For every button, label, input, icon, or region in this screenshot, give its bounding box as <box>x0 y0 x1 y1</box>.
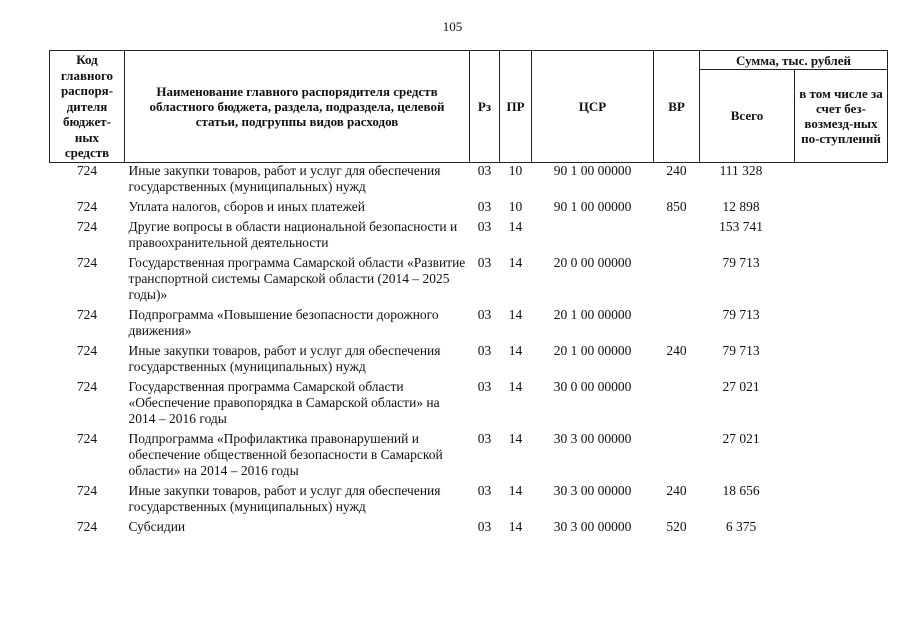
cell-code: 724 <box>76 198 98 214</box>
header-rz: Рз <box>470 51 500 163</box>
cell-pr: 14 <box>508 254 523 270</box>
cell-total: 153 741 <box>719 218 763 234</box>
cell-vr: 520 <box>666 518 687 534</box>
cell-csr: 20 1 00 00000 <box>553 306 632 322</box>
cell-csr: 30 3 00 00000 <box>553 430 632 446</box>
cell-rz: 03 <box>477 162 492 178</box>
cell-rz: 03 <box>477 378 492 394</box>
cell-name: Государственная программа Самарской области «Развитие транспортной системы Самарской области (2014 – 2025 годы)» <box>128 254 466 302</box>
cell-total: 12 898 <box>722 198 760 214</box>
budget-table <box>49 50 888 535</box>
cell-csr: 20 1 00 00000 <box>553 342 632 358</box>
cell-total: 18 656 <box>722 482 760 498</box>
cell-name: Другие вопросы в области национальной безопасности и правоохранительной деятельности <box>128 218 458 250</box>
table-header <box>50 51 888 163</box>
cell-name: Уплата налогов, сборов и иных платежей <box>128 198 365 214</box>
cell-csr: 30 3 00 00000 <box>553 518 632 534</box>
cell-vr <box>654 303 700 339</box>
header-total: Всего <box>700 70 795 162</box>
cell-name: Иные закупки товаров, работ и услуг для обеспечения государственных (муниципальных) нужд <box>128 162 441 194</box>
cell-vr <box>654 427 700 479</box>
cell-vr: 240 <box>666 342 687 358</box>
cell-name: Иные закупки товаров, работ и услуг для обеспечения государственных (муниципальных) нужд <box>128 342 441 374</box>
cell-total: 27 021 <box>722 430 760 446</box>
cell-name: Подпрограмма «Профилактика правонарушений и обеспечение общественной безопасности в Самарской области» на 2014 – 2016 годы <box>128 430 443 478</box>
cell-total: 111 328 <box>719 162 763 178</box>
table-row <box>50 375 888 427</box>
cell-rz: 03 <box>477 218 492 234</box>
cell-free <box>795 303 888 339</box>
cell-csr <box>532 215 654 251</box>
cell-total: 27 021 <box>722 378 760 394</box>
cell-free <box>795 251 888 303</box>
table-row <box>50 339 888 375</box>
table-row <box>50 251 888 303</box>
cell-name: Иные закупки товаров, работ и услуг для обеспечения государственных (муниципальных) нужд <box>128 482 441 514</box>
page-number: 105 <box>442 19 463 34</box>
cell-pr: 14 <box>508 430 523 446</box>
cell-rz: 03 <box>477 518 492 534</box>
header-name: Наименование главного распорядителя средств областного бюджета, раздела, подраздела, целевой статьи, подгруппы видов расходов <box>125 51 470 163</box>
cell-free <box>795 339 888 375</box>
cell-vr <box>654 251 700 303</box>
header-sum: Сумма, тыс. рублей <box>700 51 888 70</box>
cell-free <box>795 375 888 427</box>
cell-pr: 14 <box>508 482 523 498</box>
cell-total: 79 713 <box>722 306 760 322</box>
cell-total: 6 375 <box>725 518 757 534</box>
table-row <box>50 479 888 515</box>
cell-code: 724 <box>76 254 98 270</box>
cell-vr: 850 <box>666 198 687 214</box>
cell-pr: 14 <box>508 218 523 234</box>
table-body <box>50 162 888 535</box>
cell-free <box>795 215 888 251</box>
header-csr: ЦСР <box>532 51 654 163</box>
cell-csr: 90 1 00 00000 <box>553 198 632 214</box>
cell-vr: 240 <box>666 162 687 178</box>
cell-code: 724 <box>76 218 98 234</box>
cell-code: 724 <box>76 430 98 446</box>
cell-total: 79 713 <box>722 254 760 270</box>
cell-free <box>795 427 888 479</box>
table-row <box>50 515 888 535</box>
cell-total: 79 713 <box>722 342 760 358</box>
cell-pr: 10 <box>508 162 523 178</box>
cell-code: 724 <box>76 378 98 394</box>
cell-vr <box>654 215 700 251</box>
table-row <box>50 303 888 339</box>
cell-free <box>795 195 888 215</box>
cell-name: Субсидии <box>128 518 186 534</box>
cell-rz: 03 <box>477 430 492 446</box>
cell-csr: 90 1 00 00000 <box>553 162 632 178</box>
cell-vr <box>654 375 700 427</box>
cell-name: Подпрограмма «Повышение безопасности дорожного движения» <box>128 306 439 338</box>
cell-pr: 14 <box>508 518 523 534</box>
cell-vr: 240 <box>666 482 687 498</box>
header-free: в том числе за счет без-возмезд-ных по-ступлений <box>795 70 888 162</box>
table-row <box>50 195 888 215</box>
header-vr: ВР <box>654 51 700 163</box>
header-pr: ПР <box>500 51 532 163</box>
header-code: Код главного распоря-дителя бюджет-ных средств <box>50 51 125 163</box>
cell-code: 724 <box>76 306 98 322</box>
table-row <box>50 215 888 251</box>
cell-rz: 03 <box>477 306 492 322</box>
cell-rz: 03 <box>477 254 492 270</box>
cell-pr: 14 <box>508 378 523 394</box>
cell-rz: 03 <box>477 198 492 214</box>
cell-rz: 03 <box>477 342 492 358</box>
cell-csr: 20 0 00 00000 <box>553 254 632 270</box>
cell-csr: 30 0 00 00000 <box>553 378 632 394</box>
cell-pr: 14 <box>508 306 523 322</box>
cell-pr: 10 <box>508 198 523 214</box>
cell-code: 724 <box>76 162 98 178</box>
cell-code: 724 <box>76 482 98 498</box>
table-row <box>50 427 888 479</box>
cell-free <box>795 162 888 195</box>
cell-pr: 14 <box>508 342 523 358</box>
table-row <box>50 162 888 195</box>
cell-code: 724 <box>76 518 98 534</box>
cell-free <box>795 515 888 535</box>
cell-code: 724 <box>76 342 98 358</box>
cell-name: Государственная программа Самарской области «Обеспечение правопорядка в Самарской области» на 2014 – 2016 годы <box>128 378 440 426</box>
cell-rz: 03 <box>477 482 492 498</box>
cell-csr: 30 3 00 00000 <box>553 482 632 498</box>
cell-free <box>795 479 888 515</box>
